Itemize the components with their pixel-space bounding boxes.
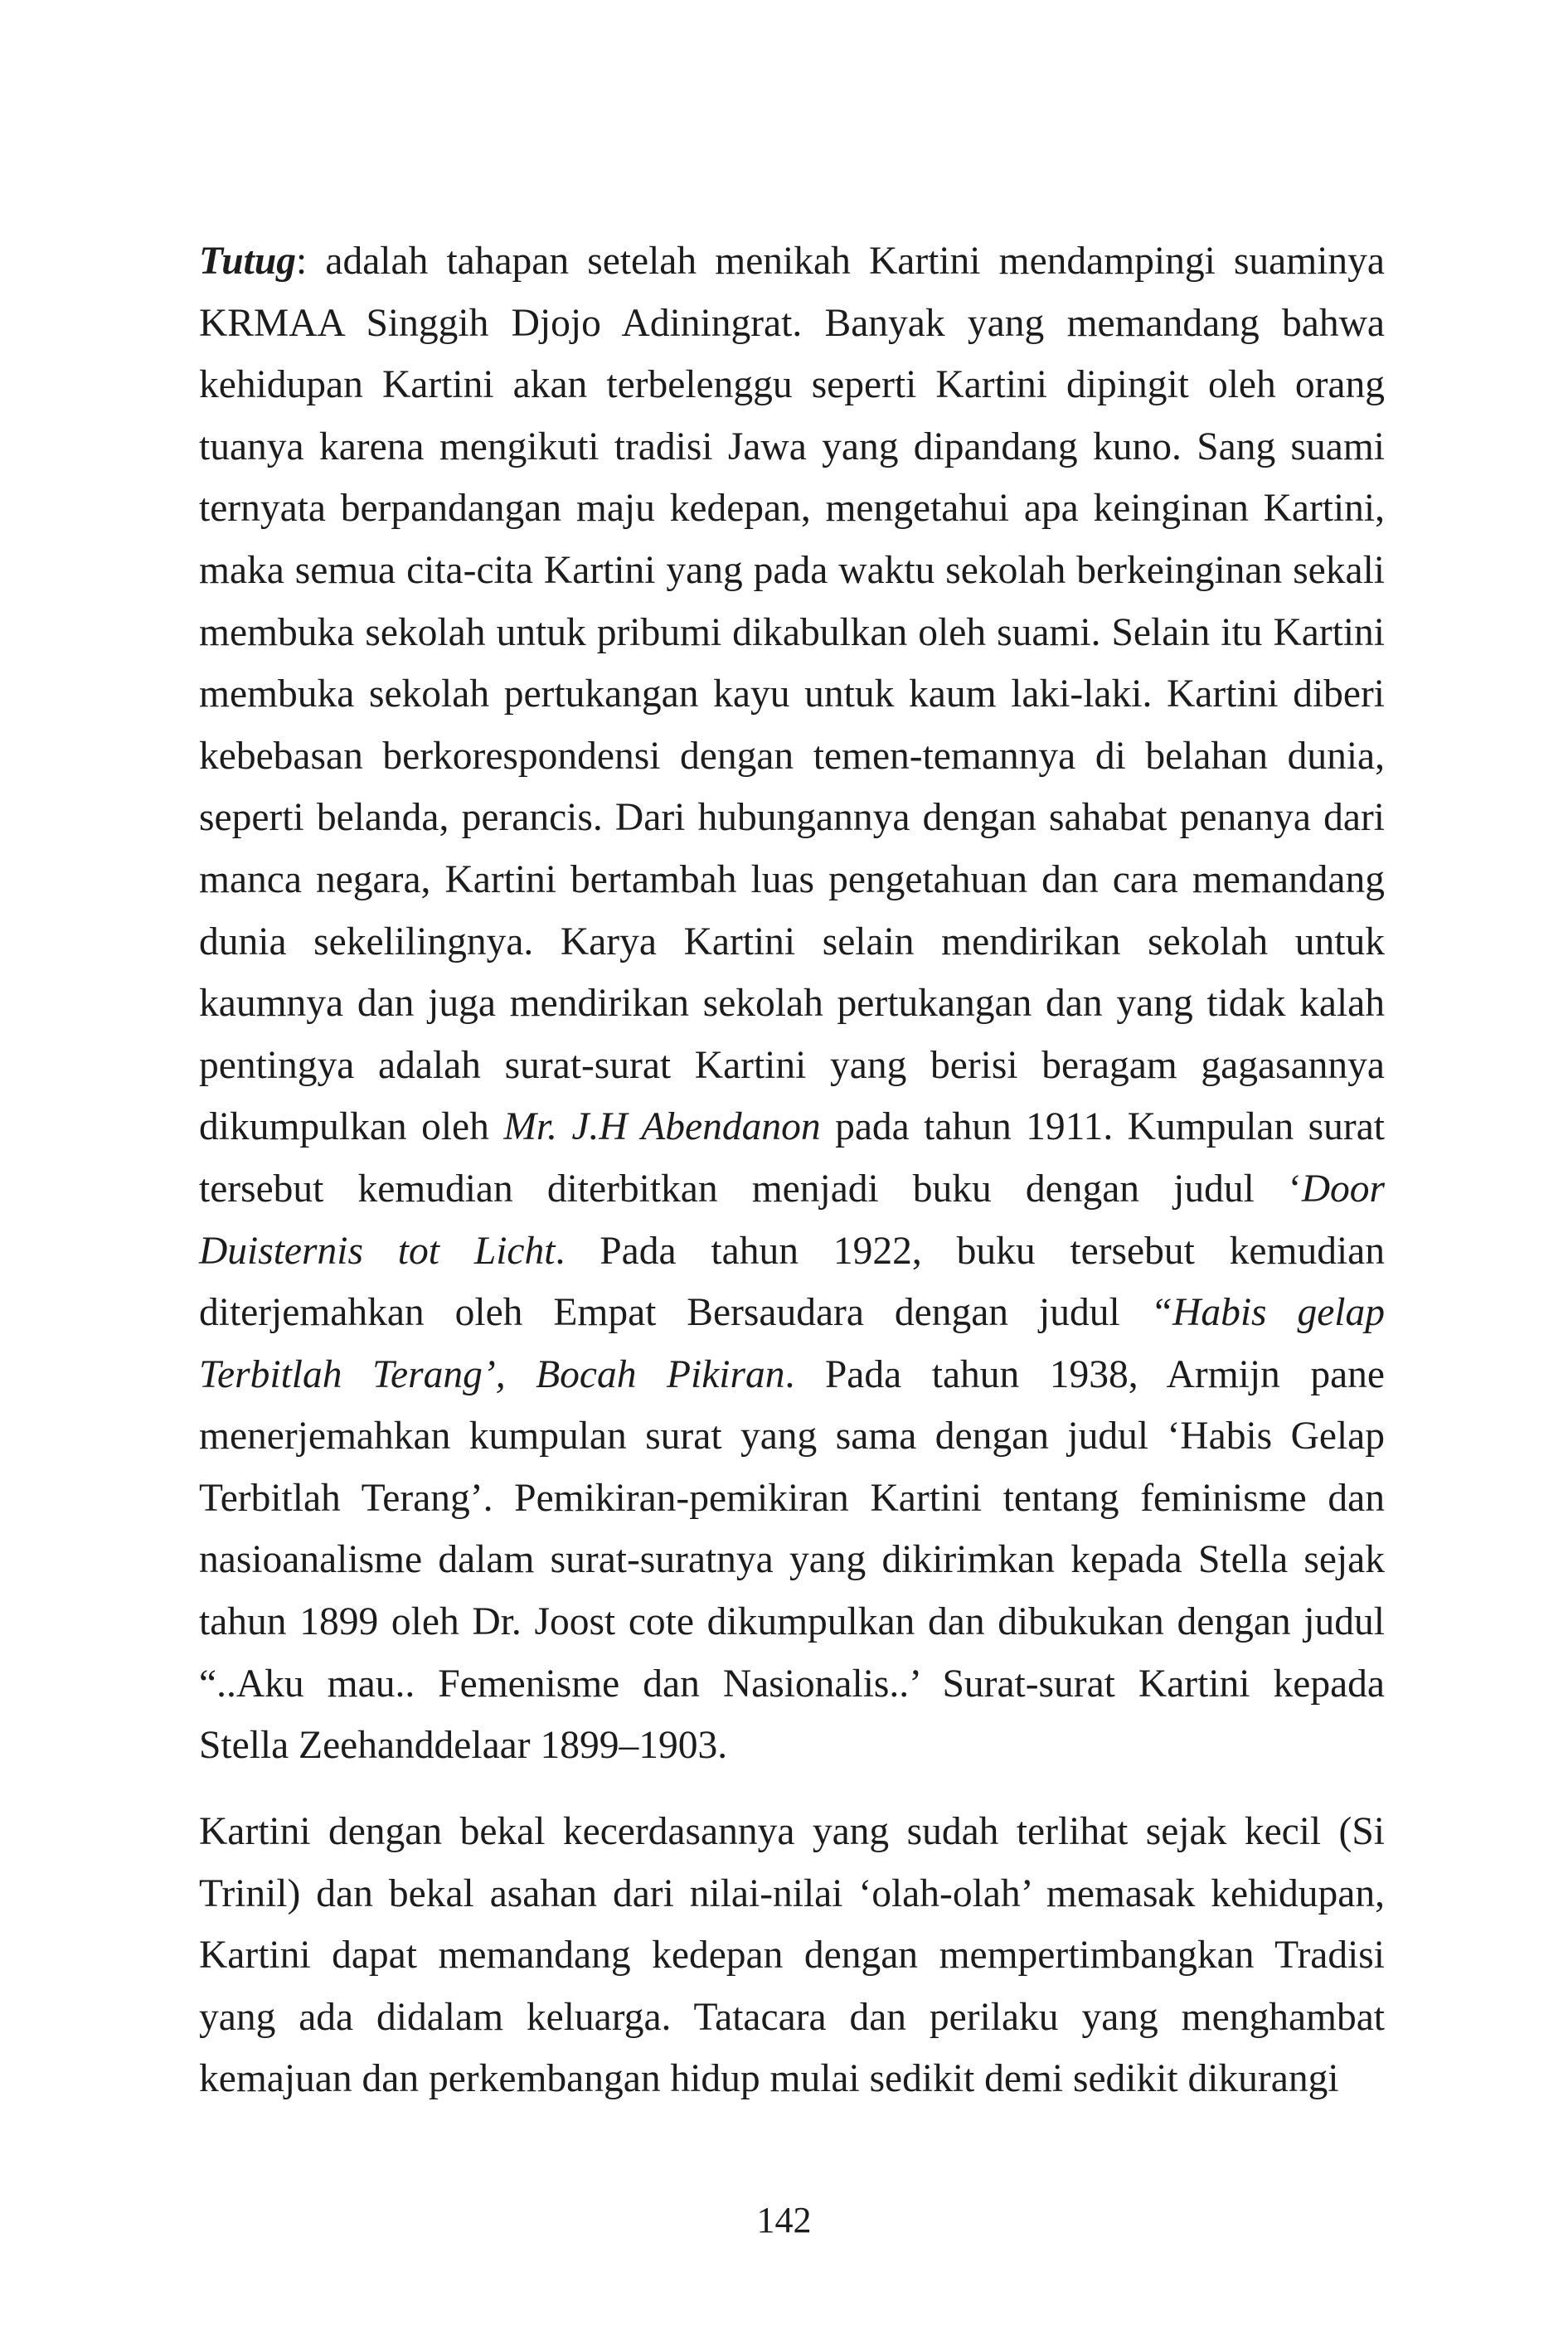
text-segment: : adalah tahapan setelah menikah Kartini mendampingi suaminya KRMAA Singgih Djojo Adiningrat. Banyak yang memandang bahwa kehidupan Kartini akan terbelenggu seperti Kartini dipingit oleh orang tuanya karena mengikuti tradisi Jawa yang dipandang kuno. Sang suami ternyata berpandangan maju kedepan, mengetahui apa keinginan Kartini, maka semua cita-cita Kartini yang pada waktu sekolah berkeinginan sekali membuka sekolah untuk pribumi dikabulkan oleh suami. Selain itu Kartini membuka sekolah pertukangan kayu untuk kaum laki-laki. Kartini diberi kebebasan berkorespondensi dengan temen-temannya di belahan dunia, seperti belanda, perancis. Dari hubungannya dengan sahabat penanya dari manca negara, Kartini bertambah luas pengetahuan dan cara memandang dunia sekelilingnya. Karya Kartini selain mendirikan sekolah untuk kaumnya dan juga mendirikan sekolah pertukangan dan yang tidak kalah pentingya adalah surat-surat Kartini yang berisi beragam gagasannya dikumpulkan oleh xyxy=(199,240,1385,1149)
text-segment: . Pada tahun 1922, buku tersebut kemudian diterjemahkan oleh Empat Bersaudara dengan judul xyxy=(199,1229,1385,1335)
text-segment: pada tahun 1911. Kumpulan surat tersebut kemudian diterbitkan menjadi buku dengan judul ‘ xyxy=(199,1105,1385,1211)
person-name: Mr. J.H Abendanon xyxy=(503,1105,821,1149)
book-title: Door Duisternis tot Licht xyxy=(199,1167,1385,1273)
paragraph-text: Kartini dengan bekal kecerdasannya yang sudah terlihat sejak kecil (Si Trinil) dan bekal asahan dari nilai-nilai ‘olah-olah’ memasak kehidupan, Kartini dapat memandang kedepan dengan mempertimbangkan Tradisi yang ada didalam keluarga. Tatacara dan perilaku yang menghambat kemajuan dan perkembangan hidup mulai sedikit demi sedikit dikurangi xyxy=(199,1810,1385,2101)
paragraph-kartini xyxy=(199,1801,1385,2110)
paragraph-tutug xyxy=(199,231,1385,1777)
term-tutug: Tutug xyxy=(199,240,297,283)
book-title: “Habis gelap Terbitlah Terang’, Bocah Pikiran xyxy=(199,1291,1385,1396)
text-segment: . Pada tahun 1938, Armijn pane menerjemahkan kumpulan surat yang sama dengan judul ‘Habis Gelap Terbitlah Terang’. Pemikiran-pemikiran Kartini tentang feminisme dan nasioanalisme dalam surat-suratnya yang dikirimkan kepada Stella sejak tahun 1899 oleh Dr. Joost cote dikumpulkan dan dibukukan dengan judul “..Aku mau.. Femenisme dan Nasionalis..’ Surat-surat Kartini kepada Stella Zeehanddelaar 1899–1903. xyxy=(199,1352,1386,1768)
page-number: 142 xyxy=(756,2200,812,2240)
paragraph-text xyxy=(199,231,1385,1777)
